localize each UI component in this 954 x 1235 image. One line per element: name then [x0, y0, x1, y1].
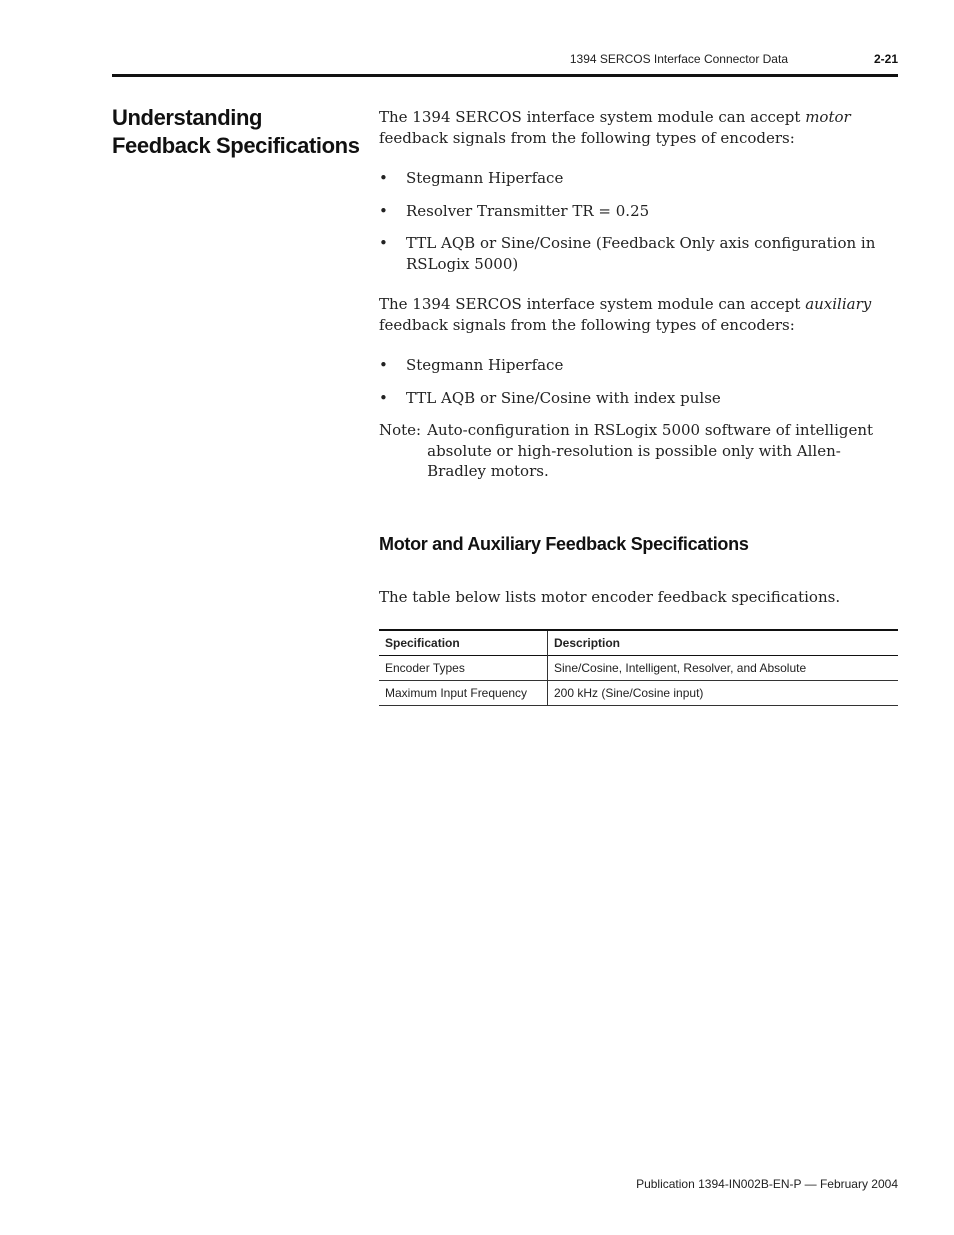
aux-emphasis: auxiliary: [805, 295, 872, 313]
table-intro-text: The table below lists motor encoder feedback specifications.: [379, 588, 841, 606]
aux-intro-text-start: The 1394 SERCOS interface system module can accept: [379, 295, 806, 313]
list-item-text: TTL AQB or Sine/Cosine with index pulse: [406, 388, 721, 407]
running-header-title: 1394 SERCOS Interface Connector Data: [569, 52, 788, 66]
subsection-heading: Motor and Auxiliary Feedback Specifications: [379, 534, 749, 554]
list-item: [379, 355, 899, 376]
motor-intro-text-start: The 1394 SERCOS interface system module can accept: [379, 108, 806, 126]
list-item-text: Stegmann Hiperface: [406, 169, 564, 187]
publication-footer: Publication 1394-IN002B-EN-P — February 2004: [636, 1177, 898, 1191]
aux-intro-paragraph: [379, 294, 899, 335]
list-item: [379, 233, 899, 274]
motor-intro-paragraph: [379, 107, 899, 148]
list-item: [379, 168, 899, 189]
motor-emphasis: motor: [805, 108, 851, 126]
note-block: [379, 420, 899, 482]
bullet-icon: •: [379, 169, 388, 187]
table-cell: Sine/Cosine, Intelligent, Resolver, and Absolute: [548, 656, 899, 681]
list-item: [379, 388, 899, 409]
table-row: [379, 656, 898, 681]
feedback-spec-table: [379, 629, 898, 706]
table-cell: Encoder Types: [379, 656, 548, 681]
motor-encoder-list: [379, 168, 899, 274]
list-item-text: Stegmann Hiperface: [406, 356, 564, 374]
table-header-row: [379, 630, 898, 656]
header-rule: [112, 74, 898, 77]
bullet-icon: •: [379, 201, 388, 220]
table-cell: Maximum Input Frequency: [379, 681, 548, 706]
table-row: [379, 681, 898, 706]
aux-intro-text-end: feedback signals from the following types of encoders:: [379, 315, 795, 334]
section-heading: Understanding Feedback Specifications: [112, 105, 360, 158]
page-number: 2-21: [873, 52, 898, 66]
aux-feedback-block: [379, 294, 899, 482]
bullet-icon: •: [379, 388, 388, 407]
table-intro: [379, 587, 899, 608]
column-header-description: Description: [554, 636, 621, 650]
motor-feedback-block: [379, 107, 899, 286]
list-item: [379, 201, 899, 222]
table-cell: 200 kHz (Sine/Cosine input): [548, 681, 899, 706]
note-label: Note:: [379, 421, 422, 439]
bullet-icon: •: [379, 356, 388, 374]
motor-intro-text-end: feedback signals from the following types of encoders:: [379, 128, 795, 147]
note-text: Auto-configuration in RSLogix 5000 software of intelligent absolute or high-resolution is possible only with Allen-Bradley motors.: [427, 421, 874, 480]
list-item-text: Resolver Transmitter TR = 0.25: [406, 201, 650, 220]
list-item-text: TTL AQB or Sine/Cosine (Feedback Only axis configuration in RSLogix 5000): [406, 234, 876, 273]
column-header-specification: Specification: [379, 630, 548, 656]
aux-encoder-list: [379, 355, 899, 408]
bullet-icon: •: [379, 234, 388, 252]
